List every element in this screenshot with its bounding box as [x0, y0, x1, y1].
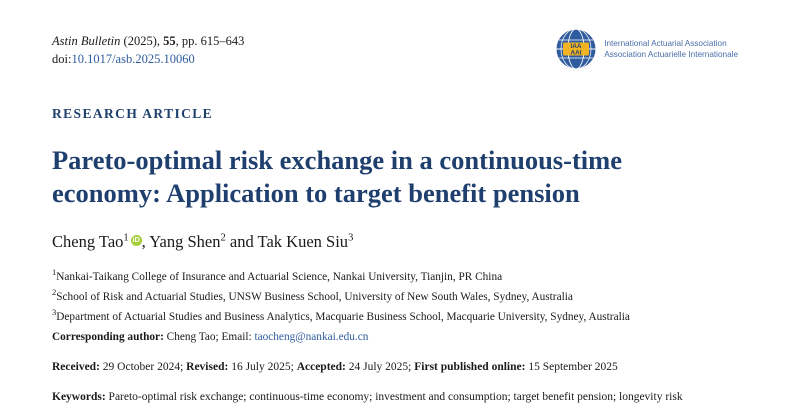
affiliation-text: School of Risk and Actuarial Studies, UNSW Business School, University of New South Wales, Sydney, Australia — [56, 290, 573, 303]
journal-citation-line — [52, 32, 244, 50]
published-online-date: 15 September 2025 — [525, 361, 618, 374]
affiliation-item — [52, 266, 738, 286]
keywords-value: Pareto-optimal risk exchange; continuous-time economy; investment and consumption; target benefit pension; longevity risk — [105, 391, 683, 404]
journal-year: (2025), — [120, 34, 164, 48]
article-type-label: RESEARCH ARTICLE — [52, 106, 214, 121]
journal-volume: 55 — [163, 34, 176, 48]
svg-text:AAI: AAI — [570, 49, 582, 57]
revised-date: 16 July 2025; — [228, 361, 297, 374]
page-header — [52, 26, 738, 70]
svg-text:IAA: IAA — [570, 43, 582, 51]
publication-history — [52, 359, 738, 376]
author-separator-2: and — [225, 231, 258, 251]
iaa-logo — [555, 26, 738, 70]
author-name-1: Cheng Tao — [52, 231, 124, 251]
affiliation-item — [52, 286, 738, 306]
author-name-2: Yang Shen — [149, 231, 221, 251]
iaa-name-fr: Association Actuarielle Internationale — [604, 50, 738, 59]
page-title: Pareto-optimal risk exchange in a continuous-time economy: Application to target benefit pension — [52, 145, 622, 208]
journal-citation — [52, 26, 244, 68]
affiliation-text: Nankai-Taikang College of Insurance and Actuarial Science, Nankai University, Tianjin, PR China — [56, 270, 503, 283]
globe-icon — [555, 28, 597, 70]
affiliation-marker: 3 — [52, 307, 57, 318]
doi-link[interactable]: 10.1017/asb.2025.10060 — [71, 52, 195, 67]
received-date: 29 October 2024; — [99, 361, 187, 374]
revised-label: Revised: — [186, 361, 229, 374]
received-label: Received: — [52, 361, 100, 374]
author-affil-marker-1: 1 — [123, 232, 129, 244]
corresponding-author — [52, 329, 738, 347]
iaa-logo-text — [604, 38, 738, 60]
keywords-label: Keywords: — [52, 391, 106, 404]
author-affil-marker-3: 3 — [348, 232, 354, 244]
accepted-label: Accepted: — [296, 361, 346, 374]
iaa-name-en: International Actuarial Association — [604, 38, 727, 48]
accepted-date: 24 July 2025; — [345, 361, 415, 374]
doi-line — [52, 50, 244, 68]
affiliation-item — [52, 306, 738, 326]
keywords — [52, 389, 738, 406]
author-list — [52, 232, 738, 252]
author-name-3: Tak Kuen Siu — [257, 231, 349, 251]
corresponding-author-email-link[interactable]: taocheng@nankai.edu.cn — [254, 330, 369, 343]
affiliation-marker: 1 — [52, 266, 57, 277]
orcid-icon[interactable] — [131, 235, 142, 246]
corresponding-author-label: Corresponding author: — [52, 330, 164, 343]
doi-label: doi: — [52, 52, 72, 67]
affiliation-text: Department of Actuarial Studies and Business Analytics, Macquarie Business School, Macquarie University, Sydney, Australia — [56, 311, 630, 324]
author-affil-marker-2: 2 — [220, 232, 226, 244]
affiliation-marker: 2 — [52, 286, 57, 297]
journal-pages: , pp. 615–643 — [175, 34, 245, 48]
journal-title: Astin Bulletin — [52, 34, 121, 48]
published-online-label: First published online: — [414, 361, 526, 374]
affiliation-list — [52, 266, 738, 327]
corresponding-author-name: Cheng Tao; Email: — [163, 330, 255, 343]
author-separator-1: , — [141, 231, 150, 251]
